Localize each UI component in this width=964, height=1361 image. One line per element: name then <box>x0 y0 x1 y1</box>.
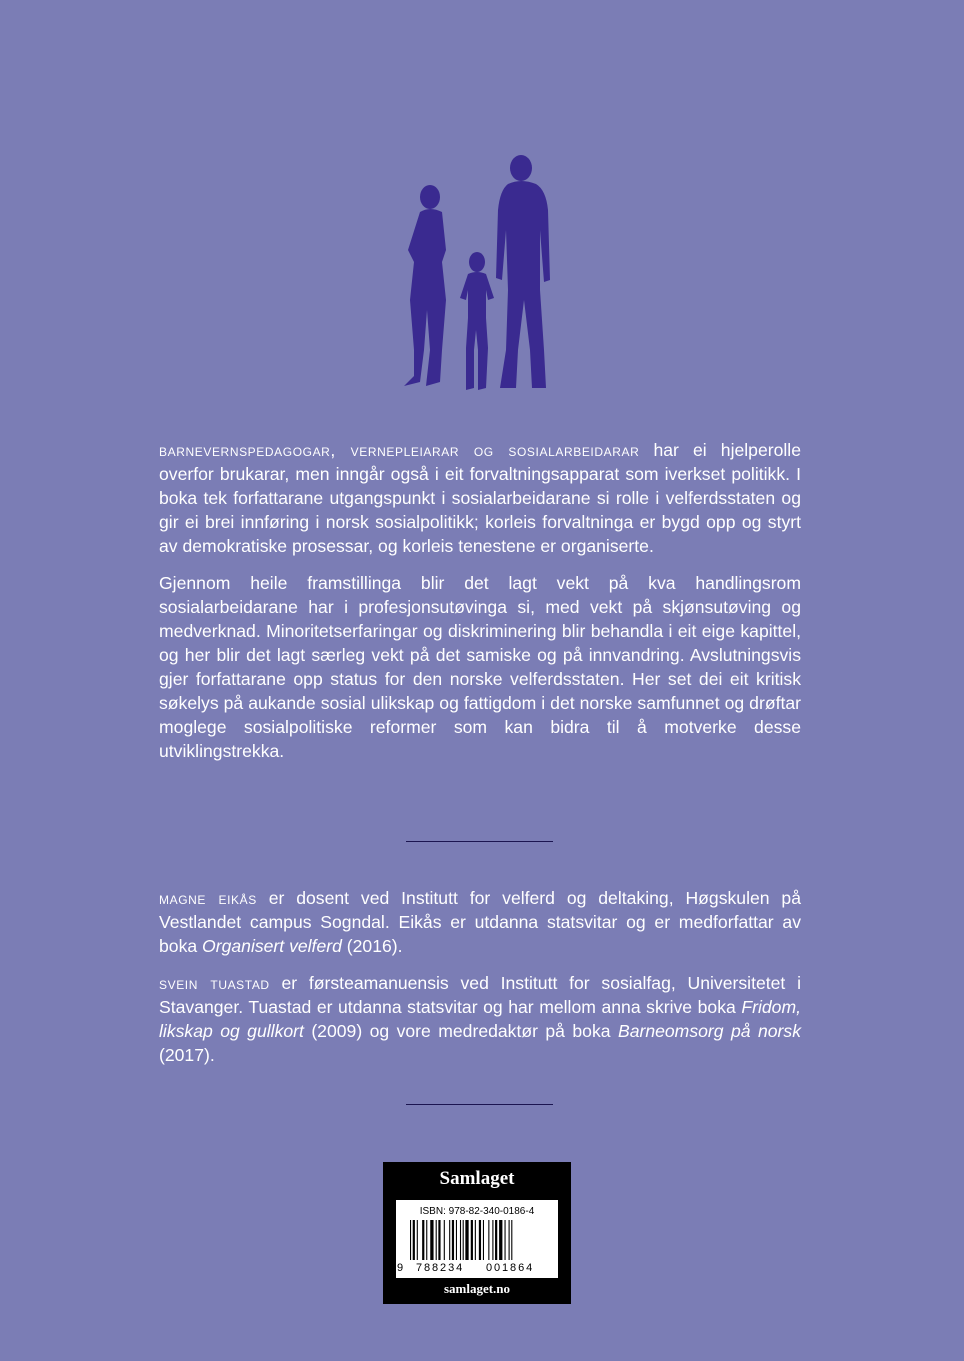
barcode-bar <box>444 1220 445 1260</box>
barcode <box>396 1200 558 1278</box>
barcode-bar <box>463 1220 464 1260</box>
barcode-bar <box>426 1220 427 1260</box>
barcode-bar <box>465 1220 468 1260</box>
author-name: svein tuastad <box>159 973 270 993</box>
barcode-bar <box>456 1220 457 1260</box>
author-bios <box>159 886 801 1080</box>
description-paragraph-2 <box>159 571 801 763</box>
ean-left-digits: 788234 <box>416 1262 465 1274</box>
barcode-bar <box>422 1220 424 1260</box>
barcode-bar <box>499 1220 502 1260</box>
barcode-bar <box>436 1220 437 1260</box>
isbn-label: ISBN: 978-82-340-0186-4 <box>419 1206 535 1217</box>
book-title: Fridom, likskap og gullkort <box>159 997 801 1041</box>
author-bio: svein tuastad er førsteamanuensis ved Institutt for sosialfag, Universitetet i Stavanger. Tuastad er utdanna statsvitar og har mellom anna skrive boka Fridom, likskap og gullkort (2009) og vore medredaktør på boka Barneomsorg på norsk (2017). <box>159 973 801 1065</box>
barcode-bar <box>509 1220 510 1260</box>
description-text-2: Gjennom heile framstillinga blir det lagt vekt på kva handlingsrom sosialarbeidarane har i profesjonsutøvinga si, med vekt på skjønsutøving og medverknad. Minoritetserfaringar og diskriminering blir behandla i eit eige kapittel, og her blir det lagt særleg vekt på det samiske og på innvandring. Avslutningsvis gjer forfattarane opp status for den norske velferdsstaten. Her set dei eit kritisk søkelys på aukande sosial ulikskap og fattigdom i det norske samfunnet og drøftar moglege sosialpolitiske reformer som kan bidra til å motverke desse utviklingstrekka. <box>159 573 801 761</box>
barcode-bar <box>495 1220 497 1260</box>
barcode-bar <box>417 1220 418 1260</box>
barcode-bar <box>452 1220 454 1260</box>
author-name: magne eikås <box>159 888 257 908</box>
barcode-bar <box>460 1220 461 1260</box>
barcode-bar <box>483 1220 484 1260</box>
barcode-bar <box>471 1220 473 1260</box>
book-description <box>159 438 801 776</box>
description-paragraph-1 <box>159 438 801 558</box>
barcode-bars <box>404 1220 550 1266</box>
description-lead: barnevernspedagogar, vernepleiarar og sosialarbeidarar <box>159 440 640 460</box>
book-title: Organisert velferd <box>202 936 342 956</box>
family-silhouette-icon <box>390 150 570 395</box>
barcode-bar <box>492 1220 493 1260</box>
barcode-bar <box>479 1220 481 1260</box>
book-title: Barneomsorg på norsk <box>617 1021 801 1041</box>
divider-rule <box>406 841 553 842</box>
barcode-bar <box>488 1220 489 1260</box>
ean-first-digit: 9 <box>397 1262 406 1274</box>
description-text-1: har ei hjelperolle overfor brukarar, men inngår også i eit forvaltningsapparat som iverkset politikk. I boka tek forfattarane utgangspunkt i sosialarbeidarane si rolle i velferdsstaten og gir ei brei innføring i norsk sosialpolitikk; korleis forvaltninga er bygd opp og styrt av demokratiske prosessar, og korleis tenestene er organiserte. <box>159 440 801 556</box>
divider-rule <box>406 1104 553 1105</box>
barcode-bar <box>475 1220 476 1260</box>
barcode-panel <box>383 1162 571 1304</box>
publisher-website: samlaget.no <box>443 1281 511 1296</box>
barcode-bar <box>410 1220 411 1260</box>
barcode-bar <box>430 1220 433 1260</box>
author-bio: magne eikås er dosent ved Institutt for velferd og deltaking, Høgskulen på Vestlandet campus Sogndal. Eikås er utdanna statsvitar og er medforfattar av boka Organisert velferd (2016). <box>159 888 801 956</box>
barcode-bar <box>438 1220 440 1260</box>
publisher-logo: Samlaget <box>439 1168 515 1189</box>
barcode-bar <box>413 1220 415 1260</box>
ean-right-digits: 001864 <box>486 1262 535 1274</box>
barcode-bar <box>511 1220 512 1260</box>
barcode-bar <box>449 1220 450 1260</box>
barcode-bar <box>505 1220 506 1260</box>
